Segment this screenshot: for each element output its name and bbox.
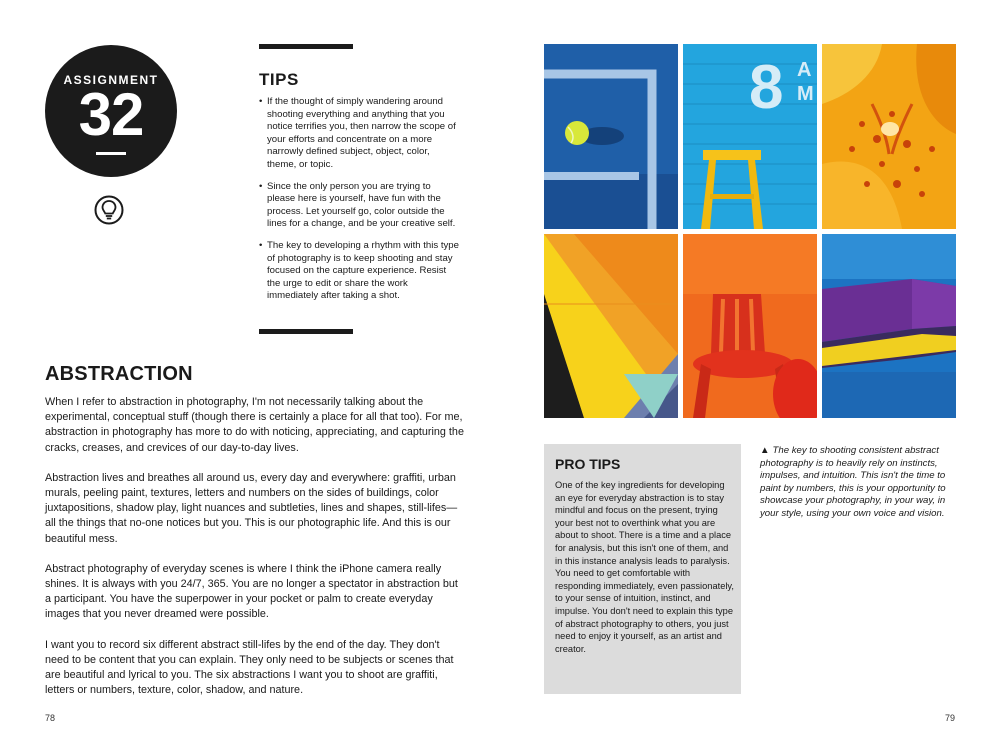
tip-item: • If the thought of simply wandering around shooting everything and anything that you notice terrifies you, then narrow the scope of your efforts and concentrate on a more narrowly defined subject, object, color, theme, or topic. — [259, 96, 459, 172]
assignment-badge — [45, 45, 177, 177]
caption-text: The key to shooting consistent abstract photography is to heavily rely on instincts, impulses, and intuition. This isn't the time to paint by numbers, this is your opportunity to showcase your photography, in your way, in your style, using your own voice and vision. — [760, 445, 946, 519]
tip-item: • Since the only person you are trying to please here is yourself, have fun with the process. Let yourself go, color outside the lines for a change, and be your creative self. — [259, 181, 459, 231]
wall-letter-a: A — [797, 59, 812, 81]
article-paragraph: Abstract photography of everyday scenes is where I think the iPhone camera really shines. It is always with you 24/7, 365. You are no longer a spectator in abstraction but a participant. You have the superpower in your pocket or palm to create everyday images that you never dreamed were possible. — [45, 562, 458, 621]
caption-marker-icon: ▲ — [760, 445, 770, 456]
photo-blue-wall — [683, 44, 817, 229]
lightbulb-icon — [94, 195, 124, 225]
photo-tennis-court — [544, 44, 678, 229]
page-number-left: 78 — [45, 713, 56, 723]
pro-tips-text: One of the key ingredients for developing an eye for everyday abstraction is to stay mindful and focus on the present, trying your best not to overthink what you are about to shoot. There is a time and a place for analysis, but this isn't one of them, and in this instance analysis leads to paralysis. You need to get comfortable with responding immediately, even passionately, to your sense of intuition, instinct, and impulse. You don't need to explain this type of abstract photography to others, you just need to enjoy it yourself, as an artist and creator. — [555, 480, 734, 654]
article-body — [45, 395, 465, 713]
pro-tips-title: PRO TIPS — [555, 456, 621, 472]
assignment-label: ASSIGNMENT — [63, 73, 159, 87]
tip-item: • The key to developing a rhythm with this type of photography is to keep shooting and stay focused on the capture experience. Resist the urge to edit or share the work immediately after taking a shot. — [259, 240, 459, 303]
article-paragraph: When I refer to abstraction in photography, I'm not necessarily talking about the experimental, conceptual stuff (though there is certainly a place for all that too). For me, abstraction in photography has more to do with noticing, appreciating, and capturing the cracks, creases, and crevices of our day-to-day lives. — [45, 396, 464, 454]
article-paragraph: Abstraction lives and breathes all around us, every day and everywhere: graffiti, urban murals, peeling paint, textures, letters and numbers on the sides of buildings, color juxtapositions, shadow play, light nuances and subtleties, lines and shapes, still-lifes—all the things that no-one notices but you. This is our photographic life. And this is our beautiful mess. — [45, 471, 458, 545]
photo-geometric-shapes — [544, 234, 678, 418]
article-heading: ABSTRACTION — [45, 363, 193, 385]
photo-red-chair — [683, 234, 817, 418]
photo-caption — [760, 445, 960, 521]
photo-painted-corner — [822, 234, 956, 418]
page-number-right: 79 — [945, 713, 956, 723]
photo-orange-flower — [822, 44, 956, 229]
tips-bottom-rule — [259, 329, 353, 334]
assignment-number: 32 — [78, 81, 144, 148]
tips-title: TIPS — [259, 70, 299, 89]
wall-letter-m: M — [797, 83, 814, 105]
pro-tips-box — [544, 444, 741, 694]
tips-list — [259, 96, 459, 312]
tips-top-rule — [259, 44, 353, 49]
wall-number: 8 — [749, 53, 784, 122]
badge-dash — [96, 152, 126, 155]
article-paragraph: I want you to record six different abstract still-lifes by the end of the day. They don't need to be content that you can explain. They only need to be subjects or scenes that are beautiful and lyrical to you. The six abstractions I want you to shoot are graffiti, letters or numbers, texture, color, shadow, and nature. — [45, 638, 454, 697]
